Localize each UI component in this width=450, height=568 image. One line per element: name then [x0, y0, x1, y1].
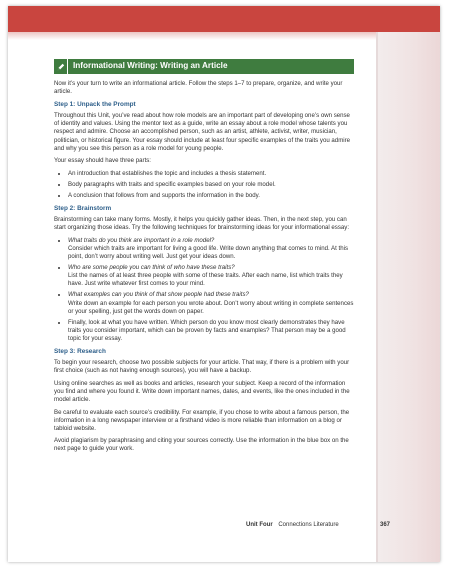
step1-paragraph: Throughout this Unit, you’ve read about how role models are an important part of developing one’s own sense of identity and values. Using the mentor text as a guide, write an essay about a role model whose talents you respect and admire. Choose an accomplished person, such as an artist, athlete, activist, writer, musician, politician, or historical figure. Your essay should include at least four specific examples of the traits you admire and why you see this person as a role model for young people. [54, 112, 351, 152]
brainstorm-question: • What examples can you think of that show people had these traits? [68, 291, 249, 299]
pencil-icon [54, 59, 68, 74]
footer-unit: Unit Four [246, 522, 273, 528]
list-item: • An introduction that establishes the topic and includes a thesis statement. [68, 170, 354, 178]
step2-paragraph: Brainstorming can take many forms. Mostly, it helps you quickly gather ideas. Then, in the next step, you can start organizing those ideas. Try the following techniques for brainstorming ideas for your informational essay: [54, 216, 350, 232]
step1-parts-intro: Your essay should have three parts: [54, 157, 151, 165]
brainstorm-text: List the names of at least three people with some of these traits. After each name, list which traits they have. Just write whatever first comes to your mind. [68, 272, 343, 288]
step3-paragraph: To begin your research, choose two possible subjects for your article. That way, if there is a problem with your first choice (such as not having enough sources), you will have a backup. [54, 359, 350, 375]
brainstorm-text: Write down an example for each person you wrote about. Don’t worry about writing in complete sentences or your spelling, just get the words down on paper. [68, 299, 354, 315]
step1-title: Step 1: Unpack the Prompt [54, 101, 136, 109]
intro-paragraph: Now it’s your turn to write an informational article. Follow the steps 1–7 to prepare, organize, and write your article. [54, 80, 343, 96]
step1-parts-list [54, 170, 354, 200]
step2-list [54, 237, 354, 343]
brainstorm-text: Consider which traits are important for living a good life. Write down anything that comes to mind. At this point, don’t worry about writing well. Just get your ideas down. [68, 245, 348, 261]
page-number: 367 [380, 522, 391, 528]
step2-title: Step 2: Brainstorm [54, 205, 112, 213]
section-title: Informational Writing: Writing an Article [73, 61, 228, 71]
page-spine [378, 32, 440, 562]
list-item: • Finally, look at what you have written. Which person do you know most clearly demonstrates they have traits you consider important, which can be proven by facts and examples? That person may be a good topic for your essay. [68, 319, 354, 343]
brainstorm-question: • Who are some people you can think of who have these traits? [68, 264, 235, 272]
step3-paragraph: Avoid plagiarism by paraphrasing and citing your sources correctly. Use the information in the blue box on the next page to guide your work. [54, 437, 349, 453]
step3-paragraph: Be careful to evaluate each source’s credibility. For example, if you chose to write about a famous person, the information in a long newspaper interview or a firsthand video is more reliable than information on a blog or tabloid website. [54, 408, 350, 432]
list-item: • Body paragraphs with traits and specific examples based on your role model. [68, 181, 354, 189]
top-color-bar [8, 6, 440, 32]
article-content [54, 59, 354, 458]
section-header [54, 59, 354, 74]
page-footer [246, 522, 339, 528]
list-item: • A conclusion that follows from and supports the information in the body. [68, 192, 354, 200]
list-item [68, 237, 354, 261]
step3-title: Step 3: Research [54, 348, 106, 356]
brainstorm-question: • What traits do you think are important in a role model? [68, 236, 215, 244]
step3-paragraph: Using online searches as well as books and articles, research your subject. Keep a record of the information you find and where you found it. Write down important names, dates, and events, like the ones included in the model article. [54, 379, 350, 403]
footer-section: Connections Literature [278, 522, 339, 528]
list-item [68, 264, 354, 288]
list-item [68, 291, 354, 315]
